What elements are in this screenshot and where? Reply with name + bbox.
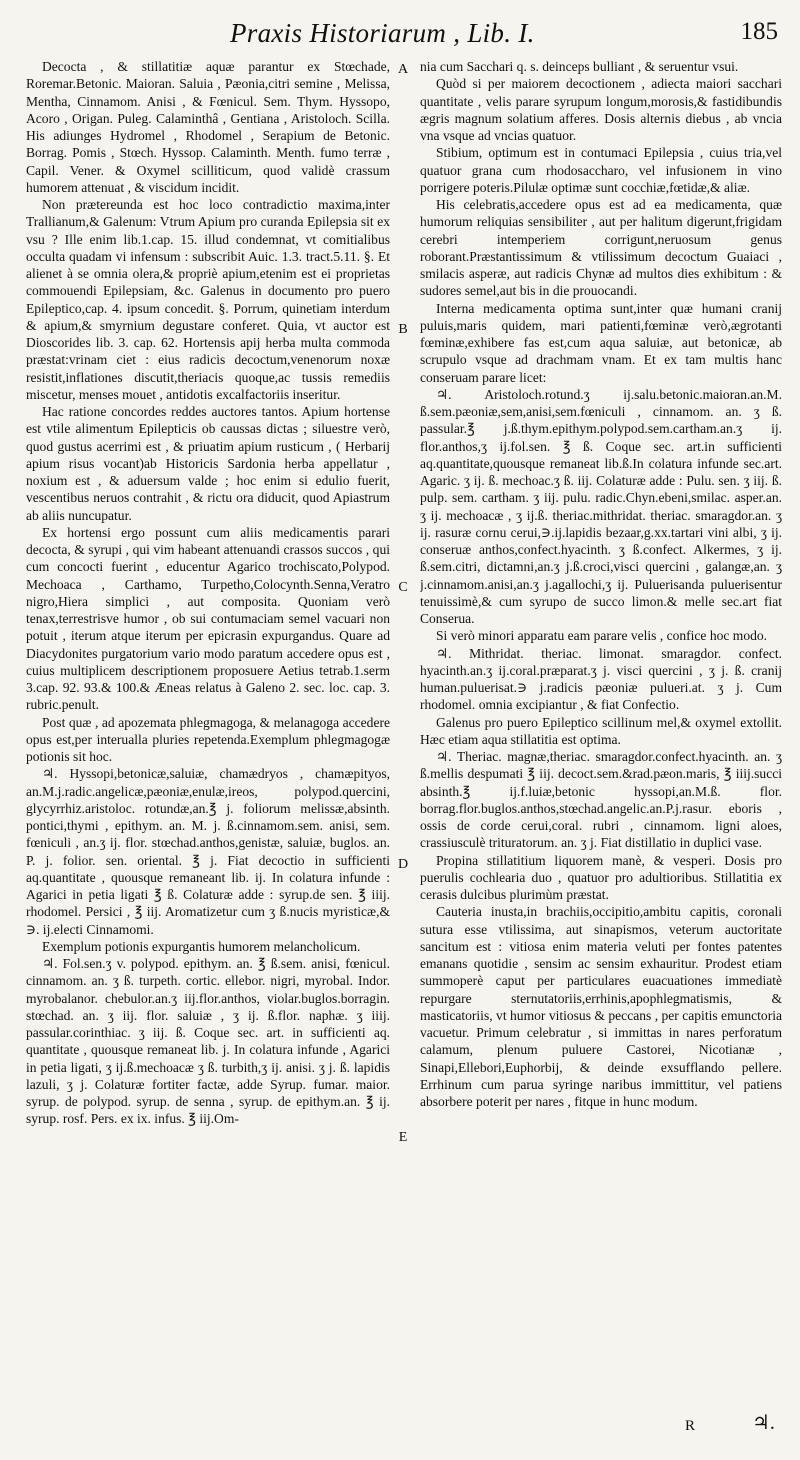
running-header xyxy=(0,14,800,54)
margin-letter-b: B xyxy=(398,322,408,337)
paragraph: Propina stillatitium liquorem manè, & vesperi. Dosis pro puerulis cochlearia duo , quatuor pro adultioribus. Stillatitia ex cerasis dulcibus plurimùm præstat. xyxy=(420,852,782,902)
margin-letter-d: D xyxy=(397,857,409,872)
recipe-paragraph: ♃. Hyssopi,betonicæ,saluiæ, chamædryos , chamæpityos, an.M.j.radic.angelicæ,pæoniæ,enulæ,ireos, polypod.quercini, glycyrrhiz.aristoloc. rotundæ,an.℥ j. foliorum melissæ,absinth. pontici,thymi , epithym. an. M. j. ß.cinnamom.sem. anisi, sem. fœniculi , an.ʒ ij. flor. stœchad.anthos,genistæ, saluiæ, buglos. an. P. j. folior. sen. oriental. ℥ j. Fiat decoctio in sufficienti aq.quantitate , quousque remaneant lib. ij. In colatura infunde : Agarici in petia ligati ℥ ß. Colaturæ adde : syrup.de sen. ℥ iiij. rhodomel. Persici , ℥ iij. Aromatizetur cum ʒ ß.nucis myristicæ,& ∋. ij.electi Cinnamomi. xyxy=(26,766,390,937)
paragraph: Non prætereunda est hoc loco contradictio maxima,inter Trallianum,& Galenum: Vtrum Apium pro curanda Epilepsia sit ex vsu ? Ille enim lib.1.cap. 15. illud condemnat, vt comitialibus occulta quadam vi infensum : subscribit Auic. 1.3. tract.5.11. §. Et alienet à se omnia olera,& propriè apium,etenim est ei proprietas commouendi Epilepsiam, &c. Galenus in documento pro puero Epileptico,cap. 4. ipsum concedit. §. Porrum, quinetiam interdum & apium,& smyrnium degustare conferet. Quia, vt auctor est Dioscorides lib. 3. cap. 62. Hortensis apij herba multa commoda præstat:vrinam ciet : eius radicis decoctum,venenorum noxæ resistit,inflationes discutit,theriacis quoque,ac tussis remediis miscetur, menses mouet , antidotis excalfactoriis inseritur. xyxy=(26,197,390,402)
paragraph: Ex hortensi ergo possunt cum aliis medicamentis parari decocta, & syrupi , qui vim habeant attenuandi crassos succos , qui cum concocti fuerint , educentur Agarico trochiscato,Polypod. Mechoaca , Carthamo, Turpetho,Colocynth.Senna,Veratro nigro,Hiera simplici , aut composita. Quoniam verò tenax,terrestrisve humor , ob sui contumaciam semel vacuari non potuit , iterum atque iterum per epicrasin expurgandus. Quare ad Diacydonites purgatorium vario modo paratum accedere opus est , cuius multiplicem descriptionem proposuere Aetius tetrab.1.serm 3.cap. 92. 93.& 100.& Æneas relatus à Galeno 2. sec. loc. cap. 3. rubric.penult. xyxy=(26,524,390,713)
signature-mark: R xyxy=(685,1418,696,1434)
paragraph: Si verò minori apparatu eam parare velis , confice hoc modo. xyxy=(436,628,768,644)
paragraph: Decocta , & stillatitiæ aquæ parantur ex Stœchade, Roremar.Betonic. Maioran. Saluia , Pæonia,citri semine , Melissa, Mentha, Cinnamom. Anisi , & Fœnicul. Sem. Thym. Hyssopo, Acoro , Origan. Puleg. Calaminthâ , Gentiana , Aristoloch. Scilla. His adiunges Hydromel , Rhodomel , Serapium de Betonic. Borrag. Pomis , Stœch. Hyssop. Calaminth. Menth. fumo terræ , Capil. Vener. & Oxymel scilliticum, quod validè crassum humorem attenuat , & viscidum incidit. xyxy=(26,59,390,195)
paragraph: Interna medicamenta optima sunt,inter quæ humani cranij puluis,maris quidem, mari patienti,fœminæ verò,ægrotanti fœminæ,exhibere fas est,cum aqua saluiæ, aut betonicæ, ab scrupulo vsque ad drachmam vnam. Et ex tam multis hanc conseruam parare licet: xyxy=(420,300,782,385)
paragraph: Post quæ , ad apozemata phlegmagoga, & melanagoga accedere opus est,per interualla pluries repetenda.Exemplum phlegmagogæ potionis sit hoc. xyxy=(26,714,390,764)
recipe-paragraph: ♃. Fol.sen.ʒ v. polypod. epithym. an. ℥ ß.sem. anisi, fœnicul. cinnamom. an. ʒ ß. turpeth. cortic. ellebor. nigri, myrobal. Indor. myrobalanor. chebulor.an.ʒ iij.flor.anthos, violar.buglos.borragin. stœchad. an. ʒ iij. flor. saluiæ , ʒ ij. ß.flor. naphæ. ʒ iiij. passular.corinthiac. ʒ iij. ß. Coque sec. art. in sufficienti aq. quantitate , quousque remaneat lib. j. In colatura infunde , Agarici in petia ligati, ʒ ij.ß.mechoacæ ʒ ß. turbith,ʒ ij. anisi. ʒ j. ß. lapidis lazuli, ʒ j. Colaturæ fortiter factæ, adde Syrup. fumar. maior. syrup. de polypod. syrup. de senna , syrup. de epithym.an. ℥ ij. syrup. rosf. Pers. ex ix. infus. ℥ iij.Om- xyxy=(26,956,390,1127)
catchword: ♃. xyxy=(752,1412,775,1434)
paragraph: Quòd si per maiorem decoctionem , adiecta maiori sacchari quantitate , velis parare syrupum longum,morosis,& fastidibundis ægris magnum solatium afferes. Dosis alternis diebus , ab vncia vna vsque ad vncias quatuor. xyxy=(420,76,782,143)
margin-letter-e: E xyxy=(398,1130,408,1145)
left-column xyxy=(26,58,390,1430)
paragraph: Hac ratione concordes reddes auctores tantos. Apium hortense est vtile alimentum Epilepticis ob caussas dictas ; siluestre verò, quod gustus acerrimi est , & priuatim apium rusticum , ( Herbarij apium risus vocant)ab Historicis Sardonia herba appellatur , noxium est , & aduersum valde ; hoc enim si edulio fuerit, vescentibus neruos contrahit , & rictu ora diducit, quod Apiastrum ab aliis nuncupatur. xyxy=(26,404,390,523)
paragraph: His celebratis,accedere opus est ad ea medicamenta, quæ humorum reliquias sensibiliter , aut per halitum digerunt,frigidam cerebri intemperiem corrigunt,neruosum genus roborant.Præstantissimum & vtilissimum decoctum Guaiaci , smilacis asperæ, aut radicis Chynæ ad multos dies exhibitum : & sudores semel,aut bis in die prouocandi. xyxy=(420,197,782,299)
page-number: 185 xyxy=(740,18,778,45)
margin-letter-a: A xyxy=(397,62,409,77)
paragraph: Stibium, optimum est in contumaci Epilepsia , cuius tria,vel quatuor grana cum rhodosaccharo, vel infusionem in vino porrigere poteris.Pilulæ optimæ sunt cocchiæ,fœtidæ,& aliæ. xyxy=(420,145,782,195)
recipe-paragraph: ♃. Aristoloch.rotund.ʒ ij.salu.betonic.maioran.an.M. ß.sem.pæoniæ,sem,anisi,sem.fœniculi , cinnamom. an. ʒ ß. passular.℥ j.ß.thym.epithym.polypod.sem.cartham.an.ʒ ij. flor.anthos,ʒ ij.fol.sen. ℥ ß. Coque sec. art.in sufficienti aq.quantitate,quousque remaneat lib.ß.In colatura infunde sec.art. Agaric. ʒ ij. ß. mechoac.ʒ ß. iij. Colaturæ adde : Pulu. sen. ʒ iij. ß. pulp. sem. cartham. ʒ iij. pulu. radic.Chyn.ebeni,smilac. asper.an. ʒ ij. mechoacæ , ʒ ij.ß. theriac.mithridat. theriac. smaragdor.an. ʒ ij. rasuræ cornu cerui,∋.ij.lapidis bezaar,g.xx.tartari vini albi, ʒ ij. conseruæ anthos,confect.hyacinth. ʒ ß.confect. Alkermes, ʒ ij. ß.sem.citri, dictamni,an.ʒ j.ß.croci,visci quercini , galangæ,an. ʒ j.cinnamom.anisi,an.ʒ j.agallochi,ʒ ij. Puluerisanda puluerisentur tenuissimè,& cum syrupo de succo limon.& melle sec.art fiat Conserua. xyxy=(420,386,782,626)
paragraph: Cauteria inusta,in brachiis,occipitio,ambitu capitis, coronali sutura esse vtilissima, aut sinapismos, veterum auctoritate sancitum est : vitiosa enim materia veluti per fontes patentes emanans quotidie , sensim ac sensim exhauritur. Prodest etiam summoperè caput per particulares euacuationes immediatè repurgare sternutatoriis,errhinis,apophlegmatismis, & masticatoriis, vt humor vitiosus & peccans , per capitis emunctoria vacuetur. Primum celebratur , si immittas in nares perforatum calamum, plenum puluere Castorei, Nicotianæ , Sinapi,Ellebori,Euphorbij, & deinde exsufflando pellere. Errhinum cum parua syringe naribus immittitur, vel patiens absorbere poterit per nares , fitque in hunc modum. xyxy=(420,904,782,1109)
paragraph: nia cum Sacchari q. s. deinceps bulliant , & seruentur vsui. xyxy=(420,59,739,74)
paragraph: Exemplum potionis expurgantis humorem melancholicum. xyxy=(42,938,361,954)
margin-letter-c: C xyxy=(398,580,408,595)
recipe-paragraph: ♃. Theriac. magnæ,theriac. smaragdor.confect.hyacinth. an. ʒ ß.mellis despumati ℥ iij. decoct.sem.&rad.pæon.maris, ℥ iiij.succi absinth.℥ ij.f.luiæ,betonic hyssopi,an.M.ß. flor. borrag.flor.buglos.anthos,stœchad.angelic.an.P.j.rasur. eboris , ossis de corde cerui,coral. rubri , cinnamom. ligni aloes, crassiusculè trituratorum. an. ʒ j. Fiat distillatio in duplici vase. xyxy=(420,749,782,851)
running-title: Praxis Historiarum , Lib. I. xyxy=(230,18,535,48)
recipe-paragraph: ♃. Mithridat. theriac. limonat. smaragdor. confect. hyacinth.an.ʒ ij.coral.præparat.ʒ j. visci quercini , ʒ j. ß. cranij human.puluerisat.∋ j.radicis pæoniæ pulueri.at. ʒ j. Cum rhodomel. omnia excipiantur , & fiat Confectio. xyxy=(420,645,782,713)
paragraph: Galenus pro puero Epileptico scillinum mel,& oxymel extollit. Hæc etiam aqua stillatitia est optima. xyxy=(420,714,782,747)
right-column xyxy=(420,58,782,1430)
